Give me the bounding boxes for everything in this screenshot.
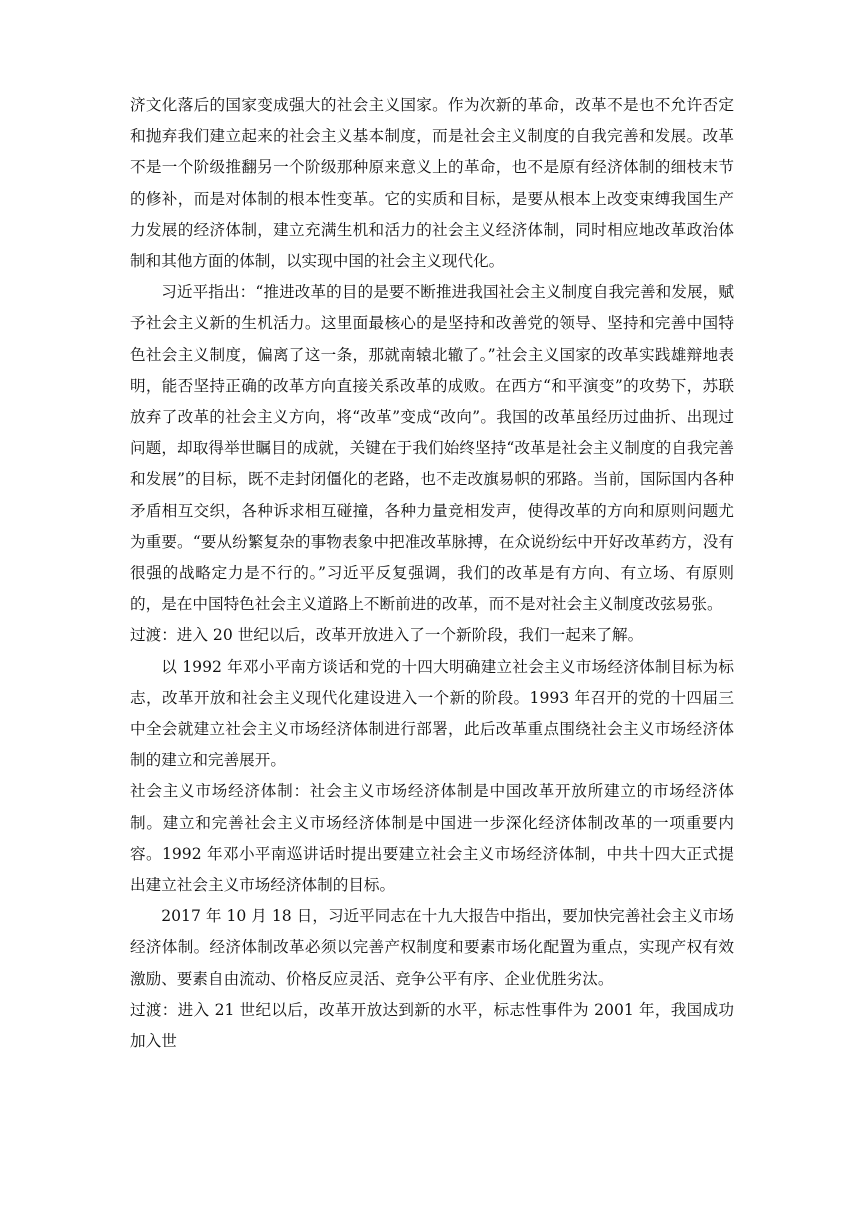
document-body [130, 90, 734, 1057]
paragraph-transition-20th-century: 过渡：进入 20 世纪以后，改革开放进入了一个新阶段，我们一起来了解。 [130, 626, 644, 645]
paragraph-xi-quote: 习近平指出：“推进改革的目的是要不断推进我国社会主义制度自我完善和发展，赋予社会主义新的生机活力。这里面最核心的是坚持和改善党的领导、坚持和完善中国特色社会主义制度，偏离了这一条，那就南辕北辙了。”社会主义国家的改革实践雄辩地表明，能否坚持正确的改革方向直接关系改革的成败。在西方“和平演变”的攻势下，苏联放弃了改革的社会主义方向，将“改革”变成“改向”。我国的改革虽经历过曲折、出现过问题，却取得举世瞩目的成就，关键在于我们始终坚持“改革是社会主义制度的自我完善和发展”的目标，既不走封闭僵化的老路，也不走改旗易帜的邪路。当前，国际国内各种矛盾相互交织，各种诉求相互碰撞，各种力量竞相发声，使得改革的方向和原则问题尤为重要。“要从纷繁复杂的事物表象中把准改革脉搏，在众说纷纭中开好改革药方，没有很强的战略定力是不行的。”习近平反复强调，我们的改革是有方向、有立场、有原则的，是在中国特色社会主义道路上不断前进的改革，而不是对社会主义制度改弦易张。 [130, 283, 734, 614]
paragraph-transition-21st-century: 过渡：进入 21 世纪以后，改革开放达到新的水平，标志性事件为 2001 年，我国成功加入世 [130, 1000, 734, 1051]
paragraph-continued-intro: 济文化落后的国家变成强大的社会主义国家。作为次新的革命，改革不是也不允许否定和抛弃我们建立起来的社会主义基本制度，而是社会主义制度的自我完善和发展。改革不是一个阶级推翻另一个阶级那种原来意义上的革命，也不是原有经济体制的细枝末节的修补，而是对体制的根本性变革。它的实质和目标，是要从根本上改变束缚我国生产力发展的经济体制，建立充满生机和活力的社会主义经济体制，同时相应地改革政治体制和其他方面的体制，以实现中国的社会主义现代化。 [130, 96, 734, 271]
paragraph-1992-new-stage: 以 1992 年邓小平南方谈话和党的十四大明确建立社会主义市场经济体制目标为标志，改革开放和社会主义现代化建设进入一个新的阶段。1993 年召开的党的十四届三中全会就建立社会主义市场经济体制进行部署，此后改革重点围绕社会主义市场经济体制的建立和完善展开。 [130, 657, 734, 770]
paragraph-2017-report: 2017 年 10 月 18 日，习近平同志在十九大报告中指出，要加快完善社会主义市场经济体制。经济体制改革必须以完善产权制度和要素市场化配置为重点，实现产权有效激励、要素自由流动、价格反应灵活、竞争公平有序、企业优胜劣汰。 [130, 907, 734, 988]
paragraph-market-economy-definition: 社会主义市场经济体制：社会主义市场经济体制是中国改革开放所建立的市场经济体制。建立和完善社会主义市场经济体制是中国进一步深化经济体制改革的一项重要内容。1992 年邓小平南巡讲话时提出要建立社会主义市场经济体制，中共十四大正式提出建立社会主义市场经济体制的目标。 [130, 782, 734, 895]
